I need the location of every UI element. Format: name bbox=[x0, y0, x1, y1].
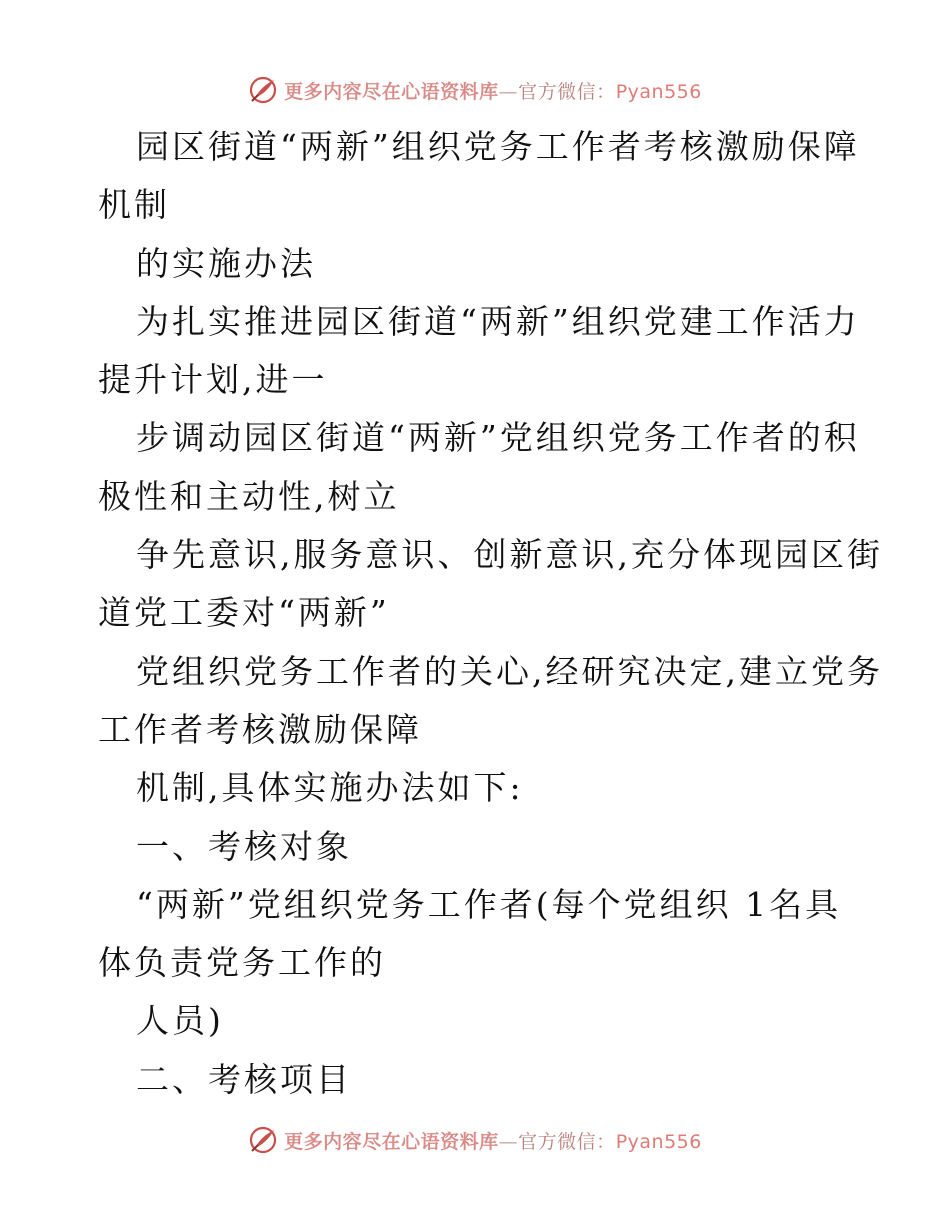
footer-watermark bbox=[0, 1120, 950, 1160]
quill-pen-logo-icon bbox=[248, 75, 278, 105]
body-text-line: 极性和主动性,树立 bbox=[98, 476, 400, 516]
document-body bbox=[98, 118, 883, 1109]
watermark-wechat-id: Pyan556 bbox=[615, 80, 702, 103]
body-text-line: “两新”党组织党务工作者(每个党组织 1名具 bbox=[136, 884, 842, 924]
watermark-text bbox=[284, 1127, 702, 1154]
body-text-line: 的实施办法 bbox=[136, 243, 316, 283]
watermark-group bbox=[248, 75, 702, 105]
watermark-wechat-label: 官方微信： bbox=[518, 1130, 616, 1153]
body-text-line: 道党工委对“两新” bbox=[98, 593, 390, 633]
watermark-brand: 更多内容尽在心语资料库 bbox=[284, 1130, 499, 1153]
watermark-text bbox=[284, 77, 702, 104]
body-text-line: 提升计划,进一 bbox=[98, 360, 328, 400]
header-watermark bbox=[0, 70, 950, 110]
body-text-line: 为扎实推进园区街道“两新”组织党建工作活力 bbox=[136, 301, 860, 341]
body-text-line: 体负责党务工作的 bbox=[98, 943, 386, 983]
watermark-wechat-id: Pyan556 bbox=[615, 1130, 702, 1153]
body-text-line: 园区街道“两新”组织党务工作者考核激励保障 bbox=[136, 127, 860, 166]
watermark-wechat-label: 官方微信： bbox=[518, 80, 616, 103]
body-text-line: 机制,具体实施办法如下: bbox=[136, 768, 524, 808]
watermark-separator: — bbox=[498, 1130, 519, 1153]
body-text-line: 机制 bbox=[98, 185, 170, 225]
watermark-brand: 更多内容尽在心语资料库 bbox=[284, 80, 499, 103]
body-text-line: 争先意识,服务意识、创新意识,充分体现园区街 bbox=[136, 535, 883, 575]
body-text-line: 工作者考核激励保障 bbox=[98, 709, 422, 749]
body-text-line: 人员) bbox=[136, 1001, 224, 1041]
watermark-separator: — bbox=[498, 80, 519, 103]
watermark-group bbox=[248, 1125, 702, 1155]
quill-pen-logo-icon bbox=[248, 1125, 278, 1155]
body-text-line: 步调动园区街道“两新”党组织党务工作者的积 bbox=[136, 418, 860, 458]
body-text-line: 一、考核对象 bbox=[136, 826, 352, 866]
body-text-line: 二、考核项目 bbox=[136, 1059, 352, 1099]
body-text-line: 党组织党务工作者的关心,经研究决定,建立党务 bbox=[136, 651, 883, 691]
